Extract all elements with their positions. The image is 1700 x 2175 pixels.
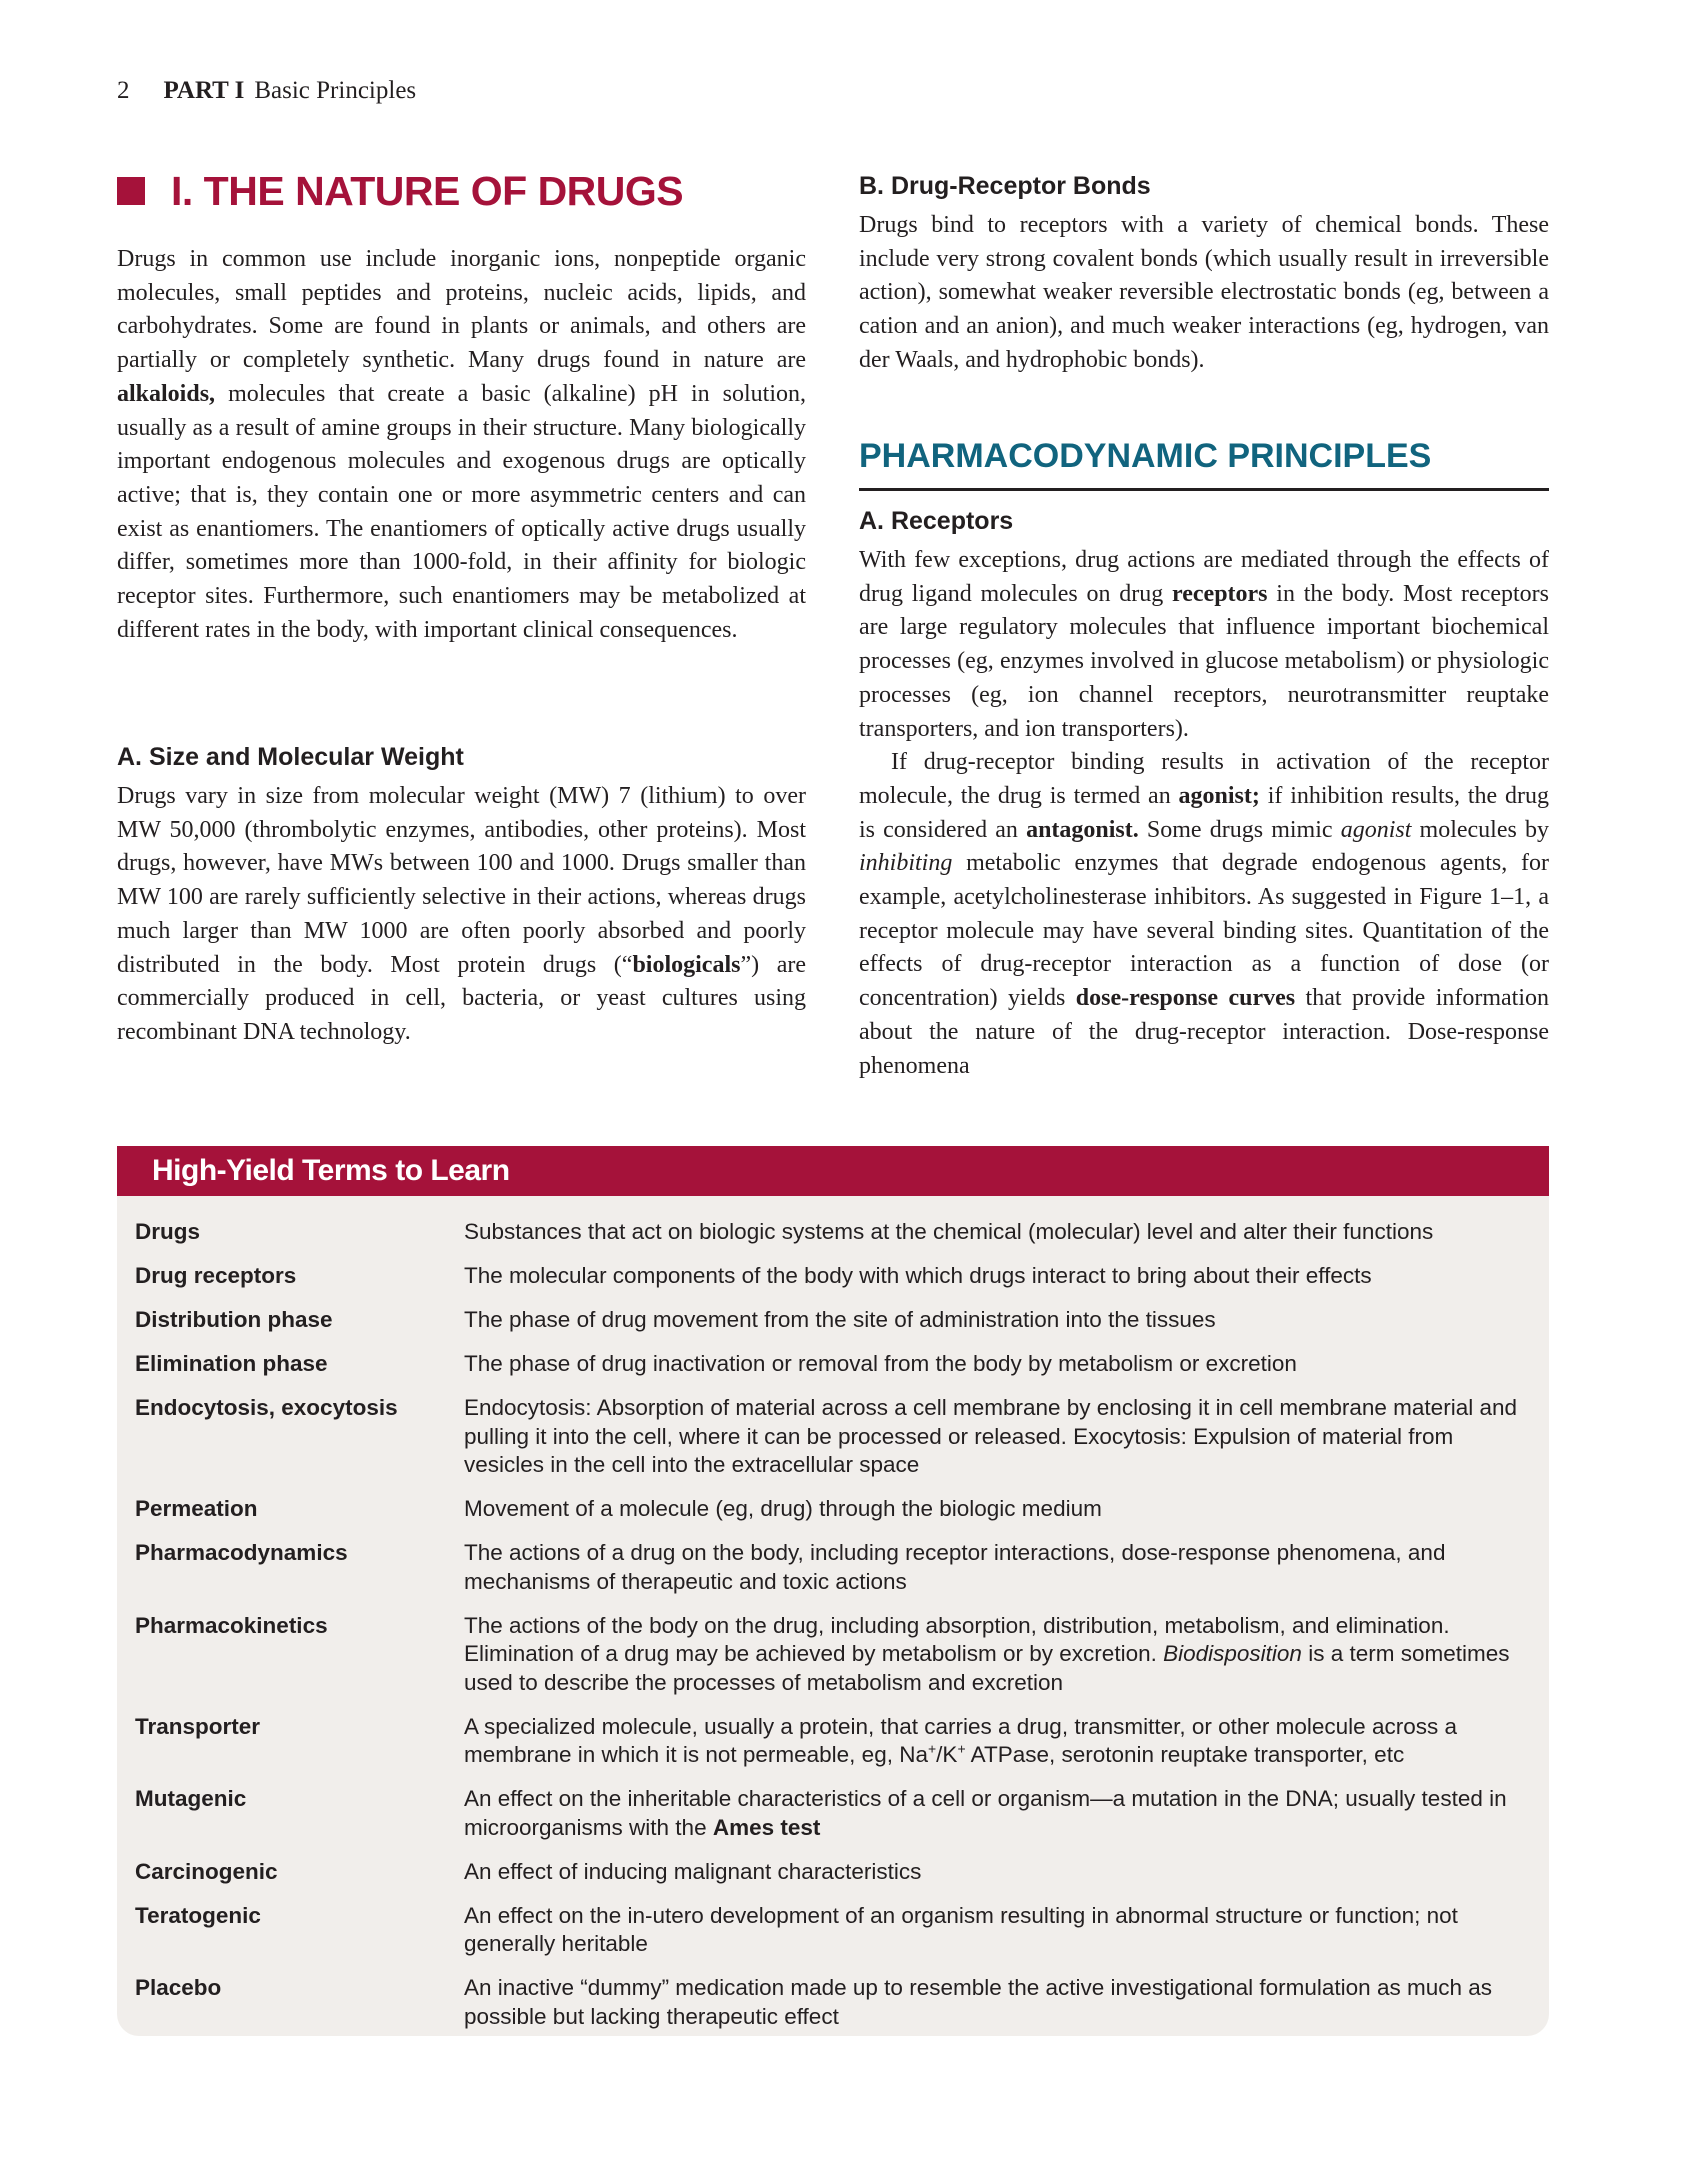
term-row bbox=[117, 1785, 1549, 1842]
term-definition: The actions of a drug on the body, including receptor interactions, dose-response phenomena, and mechanisms of therapeutic and toxic actions bbox=[464, 1540, 1446, 1594]
term-name: Drugs bbox=[135, 1219, 201, 1244]
term-row bbox=[117, 1713, 1549, 1770]
receptors-section bbox=[859, 505, 1549, 1083]
section-title-text: I. THE NATURE OF DRUGS bbox=[171, 168, 684, 214]
term-definition: An effect on the inheritable characteristics of a cell or organism—a mutation in the DNA; usually tested in microorganisms with the Ames test bbox=[464, 1786, 1507, 1840]
term-row bbox=[117, 1306, 1549, 1335]
term-definition: An effect of inducing malignant characteristics bbox=[464, 1858, 922, 1884]
part-title: Basic Principles bbox=[254, 77, 417, 104]
size-heading: A. Size and Molecular Weight bbox=[117, 743, 464, 771]
term-name: Endocytosis, exocytosis bbox=[135, 1395, 398, 1420]
section-title bbox=[117, 166, 683, 216]
size-paragraph: Drugs vary in size from molecular weight (MW) 7 (lithium) to over MW 50,000 (thrombolytic enzymes, antibodies, other proteins). Most drugs, however, have MWs between 100 and 1000. Drugs smaller than MW 100 are rarely sufficiently selective in their actions, whereas drugs much larger than MW 1000 are often poorly absorbed and poorly distributed in the body. Most protein drugs (“biologicals”) are commercially produced in cell, bacteria, or yeast cultures using recombinant DNA technology. bbox=[117, 783, 806, 1045]
term-row bbox=[117, 1218, 1549, 1247]
term-name: Teratogenic bbox=[135, 1902, 261, 1928]
term-name: Carcinogenic bbox=[135, 1858, 278, 1884]
term-name: Elimination phase bbox=[135, 1351, 328, 1376]
term-row bbox=[117, 1974, 1549, 2031]
term-name: Pharmacokinetics bbox=[135, 1612, 328, 1638]
term-definition: The phase of drug inactivation or removal from the body by metabolism or excretion bbox=[464, 1351, 1297, 1376]
term-name: Distribution phase bbox=[135, 1307, 333, 1332]
size-section bbox=[117, 741, 806, 1050]
terms-box bbox=[117, 1196, 1549, 2036]
term-definition: A specialized molecule, usually a protein, that carries a drug, transmitter, or other molecule across a membrane in which it is not permeable, eg, Na+/K+ ATPase, serotonin reuptake transporter, etc bbox=[464, 1713, 1457, 1767]
term-name: Drug receptors bbox=[135, 1263, 297, 1288]
term-definition: The actions of the body on the drug, including absorption, distribution, metabolism, and elimination. Elimination of a drug may be achieved by metabolism or by excretion. Biodisposition is a term sometimes used to describe the processes of metabolism and excretion bbox=[464, 1612, 1510, 1695]
section-marker-square bbox=[117, 177, 145, 205]
term-definition: Substances that act on biologic systems at the chemical (molecular) level and alter their functions bbox=[464, 1219, 1434, 1244]
term-row bbox=[117, 1858, 1549, 1887]
intro-paragraph-block bbox=[117, 243, 806, 647]
term-definition: The molecular components of the body with which drugs interact to bring about their effects bbox=[464, 1263, 1372, 1288]
term-row bbox=[117, 1902, 1549, 1959]
term-row bbox=[117, 1394, 1549, 1480]
bonds-section bbox=[859, 170, 1549, 378]
term-definition: Movement of a molecule (eg, drug) through the biologic medium bbox=[464, 1496, 1102, 1521]
term-definition: An inactive “dummy” medication made up to resemble the active investigational formulation as much as possible but lacking therapeutic effect bbox=[464, 1975, 1492, 2029]
receptors-heading: A. Receptors bbox=[859, 507, 1014, 535]
term-row bbox=[117, 1612, 1549, 1698]
term-row bbox=[117, 1262, 1549, 1291]
page-number: 2 bbox=[117, 77, 130, 104]
term-row bbox=[117, 1350, 1549, 1379]
running-head bbox=[117, 76, 416, 106]
bonds-paragraph: Drugs bind to receptors with a variety of chemical bonds. These include very strong covalent bonds (which usually result in irreversible action), somewhat weaker reversible electrostatic bonds (eg, between a cation and an anion), and much weaker interactions (eg, hydrogen, van der Waals, and hydrophobic bonds). bbox=[859, 212, 1549, 373]
part-label: PART I bbox=[163, 77, 245, 104]
term-name: Permeation bbox=[135, 1496, 258, 1521]
term-name: Mutagenic bbox=[135, 1786, 247, 1811]
term-name: Transporter bbox=[135, 1713, 261, 1739]
receptors-paragraph-2: If drug-receptor binding results in activation of the receptor molecule, the drug is termed an agonist; if inhibition results, the drug is considered an antagonist. Some drugs mimic agonist molecules by inhibiting metabolic enzymes that degrade endogenous agents, for example, acetylcholinesterase inhibitors. As suggested in Figure 1–1, a receptor molecule may have several binding sites. Quantitation of the effects of drug-receptor interaction as a function of dose (or concentration) yields dose-response curves that provide information about the nature of the drug-receptor interaction. Dose-response phenomena bbox=[859, 749, 1550, 1079]
term-name: Pharmacodynamics bbox=[135, 1540, 348, 1565]
intro-paragraph: Drugs in common use include inorganic ions, nonpeptide organic molecules, small peptides and proteins, nucleic acids, lipids, and carbohydrates. Some are found in plants or animals, and others are partially or completely synthetic. Many drugs found in nature are alkaloids, molecules that create a basic (alkaline) pH in solution, usually as a result of amine groups in their structure. Many biologically important endogenous molecules and exogenous drugs are optically active; that is, they contain one or more asymmetric centers and can exist as enantiomers. The enantiomers of optically active drugs usually differ, sometimes more than 1000-fold, in their affinity for biologic receptor sites. Furthermore, such enantiomers may be metabolized at different rates in the body, with important clinical consequences. bbox=[117, 246, 806, 643]
term-name: Placebo bbox=[135, 1975, 222, 2000]
term-row bbox=[117, 1539, 1549, 1596]
pharmacodynamic-heading: PHARMACODYNAMIC PRINCIPLES bbox=[859, 434, 1549, 491]
term-definition: Endocytosis: Absorption of material across a cell membrane by enclosing it in cell membrane material and pulling it into the cell, where it can be processed or released. Exocytosis: Expulsion of material from vesicles in the cell into the extracellular space bbox=[464, 1395, 1517, 1477]
receptors-paragraph-1: With few exceptions, drug actions are mediated through the effects of drug ligand molecules on drug receptors in the body. Most receptors are large regulatory molecules that influence important biochemical processes (eg, enzymes involved in glucose metabolism) or physiologic processes (eg, ion channel receptors, neurotransmitter reuptake transporters, and ion transporters). bbox=[859, 547, 1549, 742]
bonds-heading: B. Drug-Receptor Bonds bbox=[859, 172, 1151, 200]
term-row bbox=[117, 1495, 1549, 1524]
terms-box-title: High-Yield Terms to Learn bbox=[117, 1146, 1549, 1196]
term-definition: An effect on the in-utero development of an organism resulting in abnormal structure or function; not generally heritable bbox=[464, 1902, 1458, 1956]
term-definition: The phase of drug movement from the site of administration into the tissues bbox=[464, 1307, 1216, 1332]
